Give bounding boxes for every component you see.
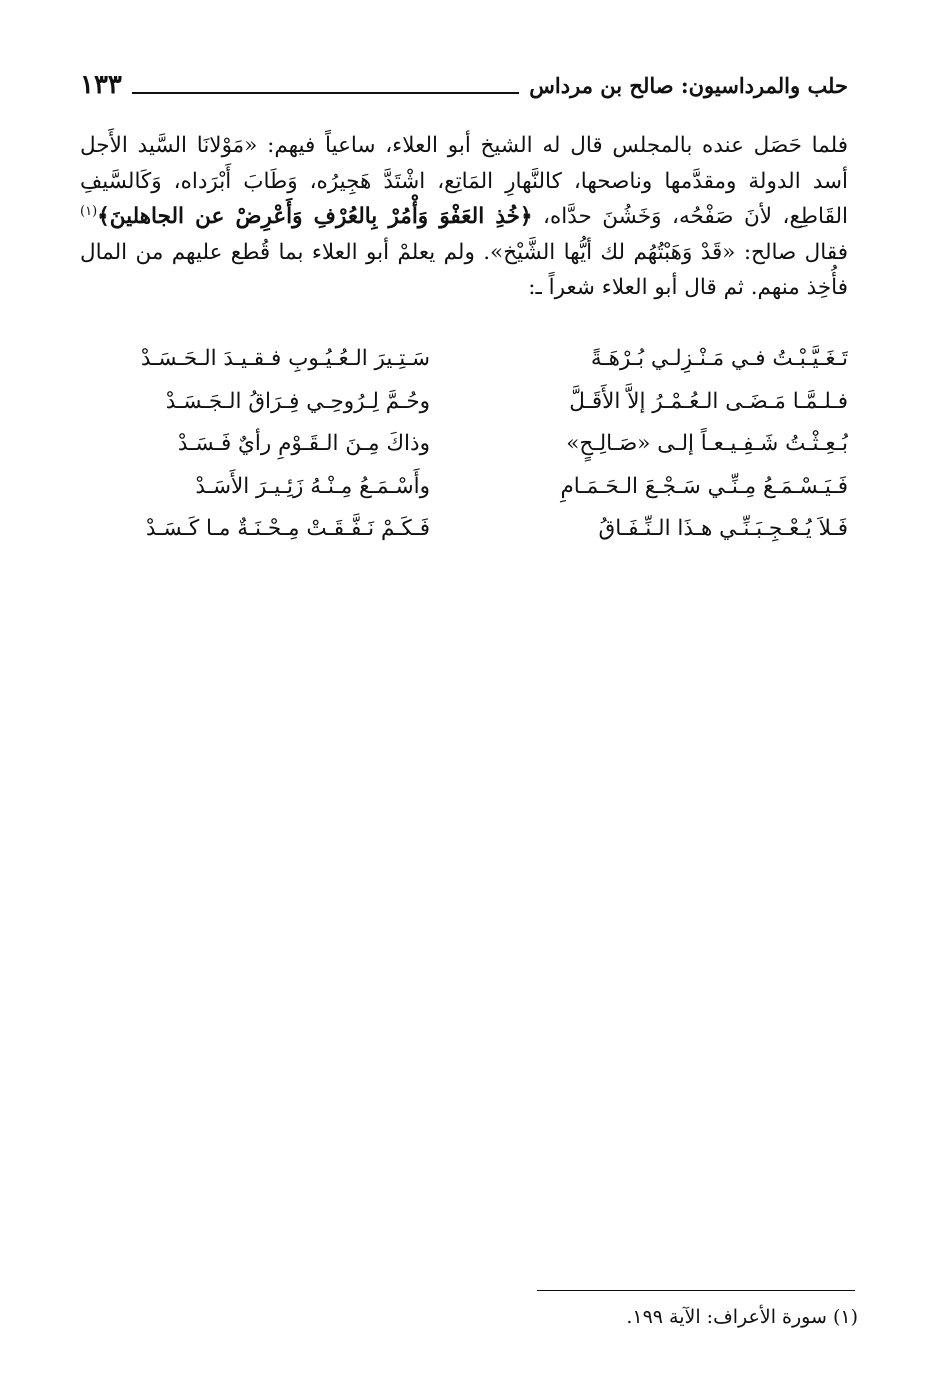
running-title: حلب والمرداسيون: صالح بن مرداس [529, 73, 848, 98]
verse-first-hemistich: تَـغَـيَّـبْـتُ فـي مَـنْـزِلـي بُـرْهَـةً [590, 346, 848, 371]
verse-first-hemistich: بُـعِـثْـتُ شَـفِـيـعـاً إلـى «صَـالِـحٍ» [566, 431, 848, 456]
page-header [80, 60, 848, 100]
footnote: (١) سورة الأعراف: الآية ١٩٩. [626, 1306, 858, 1328]
verse-second-hemistich: وأَسْـمَـعُ مِـنْـهُ زَئِـيـرَ الأَسَـدْ [195, 473, 430, 499]
page-number: ١٣٣ [80, 70, 122, 100]
verse-first-hemistich: فَـلاَ يُـعْـجِـبَـنِّـي هـذَا الـنِّـفَـاقُ [598, 516, 848, 541]
verse-second-hemistich: سَـتِـيرَ الـعُـيُـوبِ فـقـيـدَ الـحَـسَـدْ [140, 346, 430, 371]
poem-verse [80, 338, 848, 381]
paragraph-text-1: فلما حَصَل عنده بالمجلس قال له الشيخ أبو العلاء، ساعياً فيهم: «مَوْلانَا السَّيد الأَجل أسد الدولة ومقدَّمها وناصحها، كالنَّهارِ المَاتِع، اشْتَدَّ هَجِيرُه، وَطَابَ أَبْرَداه، وَكَالسَّيفِ القَاطِع، لأنَ صَفْحُه، وَخَشُنَ حدَّاه، [80, 133, 848, 229]
verse-first-hemistich: فـلـمَّـا مَـضَـى الـعُـمْـرُ إلاَّ الأَقَـلَّ [569, 388, 848, 414]
verse-second-hemistich: وذاكَ مِـنَ الـقَـوْمِ رأيٌ فَـسَـدْ [177, 431, 430, 456]
poem-verse [80, 508, 848, 551]
footnote-reference: (١) [80, 203, 98, 219]
quran-quote: ﴿خُذِ العَفْوَ وَأْمُرْ بِالعُرْفِ وَأَعْرِضْ عن الجاهلينَ﴾ [97, 204, 533, 229]
header-rule [132, 92, 519, 94]
verse-second-hemistich: وحُـمَّ لِـرُوحِـي فِـرَاقُ الـجَـسَـدْ [165, 388, 430, 414]
verse-first-hemistich: فَـيَـسْـمَـعُ مِـنِّـي سَـجْـعَ الـحَـمَـامِ [560, 473, 848, 499]
paragraph-text-2: فقال صالح: «قَدْ وَهَبْتُهُم لك أيُّها الشَّيْخ». ولم يعلمْ أبو العلاء بما قُطع عليهم من المال فأُخِذ منهم. ثم قال أبو العلاء شعراً ـ: [80, 239, 848, 300]
main-paragraph [80, 128, 848, 306]
poem-verse [80, 466, 848, 509]
poem [80, 338, 848, 551]
poem-verse [80, 381, 848, 424]
footnote-divider [537, 1290, 855, 1291]
poem-verse [80, 423, 848, 466]
verse-second-hemistich: فَـكَـمْ نَـفَّـقَـتْ مِـحْـنَـةٌ مـا كَـسَـدْ [145, 516, 430, 541]
